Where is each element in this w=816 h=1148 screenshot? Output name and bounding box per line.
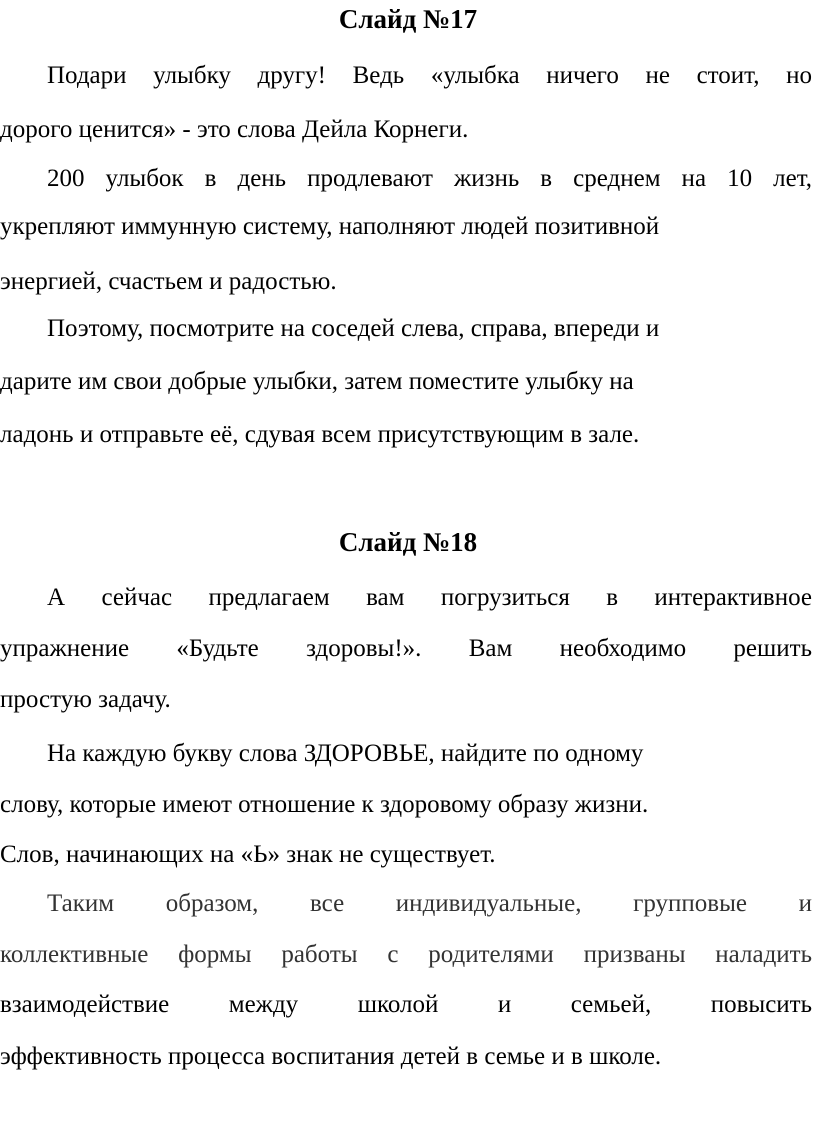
- paragraph-line: энергией, счастьем и радостью.: [0, 268, 337, 295]
- paragraph-line: дарите им свои добрые улыбки, затем поместите улыбку на: [0, 368, 634, 395]
- paragraph-line: взаимодействие между школой и семьей, повысить: [0, 991, 812, 1018]
- paragraph-line: Слов, начинающих на «Ь» знак не существует.: [0, 841, 496, 868]
- paragraph-line: эффективность процесса воспитания детей в семье и в школе.: [0, 1043, 662, 1070]
- paragraph-line: простую задачу.: [0, 686, 171, 713]
- paragraph-line: слову, которые имеют отношение к здоровому образу жизни.: [0, 791, 649, 818]
- paragraph-line: дорого ценится» - это слова Дейла Корнеги.: [0, 116, 469, 143]
- paragraph-line: Таким образом, все индивидуальные, групповые и: [47, 890, 812, 917]
- paragraph-line: Подари улыбку другу! Ведь «улыбка ничего не стоит, но: [47, 62, 812, 89]
- paragraph-line: 200 улыбок в день продлевают жизнь в среднем на 10 лет,: [47, 165, 812, 192]
- paragraph-line: Поэтому, посмотрите на соседей слева, справа, впереди и: [47, 315, 660, 342]
- paragraph-line: ладонь и отправьте её, сдувая всем присутствующим в зале.: [0, 421, 640, 448]
- paragraph-line: На каждую букву слова ЗДОРОВЬЕ, найдите по одному: [47, 740, 644, 767]
- paragraph-line: коллективные формы работы с родителями призваны наладить: [0, 941, 812, 968]
- slide-17-heading: Слайд №17: [338, 4, 478, 34]
- paragraph-line: А сейчас предлагаем вам погрузиться в интерактивное: [47, 584, 812, 611]
- paragraph-line: упражнение «Будьте здоровы!». Вам необходимо решить: [0, 635, 812, 662]
- slide-18-heading: Слайд №18: [338, 527, 478, 557]
- paragraph-line: укрепляют иммунную систему, наполняют людей позитивной: [0, 213, 660, 240]
